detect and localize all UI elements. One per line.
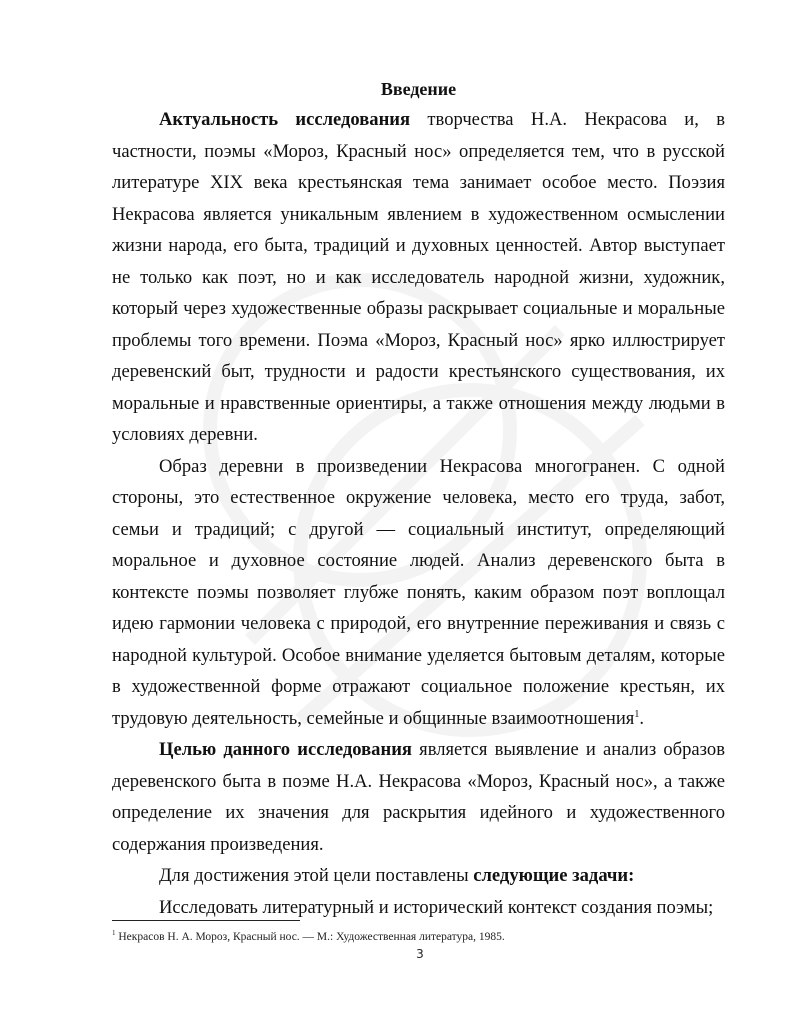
page-number: 3 [416,947,424,961]
paragraph-task-1 [112,892,725,924]
term-goal: Целью данного исследования [159,739,412,760]
footnote-divider [112,920,300,921]
paragraph-village-image [112,451,725,735]
term-tasks: следующие задачи: [473,865,635,886]
footnote-reference[interactable]: 1 [634,708,640,720]
paragraph-text-end: . [639,707,644,729]
paragraph-text: Образ деревни в произведении Некрасова многогранен. С одной стороны, это естественное окружение человека, место его труда, забот, семьи и традиций; с другой — социальный институт, определяющий моральное и духовное состояние людей. Анализ деревенского быта в контексте поэмы позволяет глубже понять, каким образом поэт воплощал идею гармонии человека с природой, его внутренние переживания и связь с народной культурой. Особое внимание уделяется бытовым деталям, которые в художественной форме отражают социальное положение крестьян, их трудовую деятельность, семейные и общинные взаимоотношения [112,455,725,729]
paragraph-tasks-intro [112,860,725,892]
term-relevance: Актуальность исследования [159,109,411,130]
footnote-mark: 1 [112,929,116,938]
section-heading: Введение [380,79,457,99]
paragraph-text: является выявление и анализ образов деревенского быта в поэме Н.А. Некрасова «Мороз, Красный нос», а также определение их значения для раскрытия идейного и художественного содержания произведения. [112,739,725,855]
paragraph-goal [112,734,725,860]
footnote [112,929,725,945]
paragraph-text: Исследовать литературный и исторический контекст создания поэмы; [159,896,714,918]
document-body [112,74,725,923]
paragraph-text: творчества Н.А. Некрасова и, в частности, поэмы «Мороз, Красный нос» определяется тем, что в русской литературе XIX века крестьянская тема занимает особое место. Поэзия Некрасова является уникальным явлением в художественном осмыслении жизни народа, его быта, традиций и духовных ценностей. Автор выступает не только как поэт, но и как исследователь народной жизни, художник, который через художественные образы раскрывает социальные и моральные проблемы того времени. Поэма «Мороз, Красный нос» ярко иллюстрирует деревенский быт, трудности и радости крестьянского существования, их моральные и нравственные ориентиры, а также отношения между людьми в условиях деревни. [112,109,726,445]
paragraph-relevance [112,104,725,451]
paragraph-text: Для достижения этой цели поставлены [159,865,474,886]
footnote-text: Некрасов Н. А. Мороз, Красный нос. — М.: Художественная литература, 1985. [115,931,505,943]
